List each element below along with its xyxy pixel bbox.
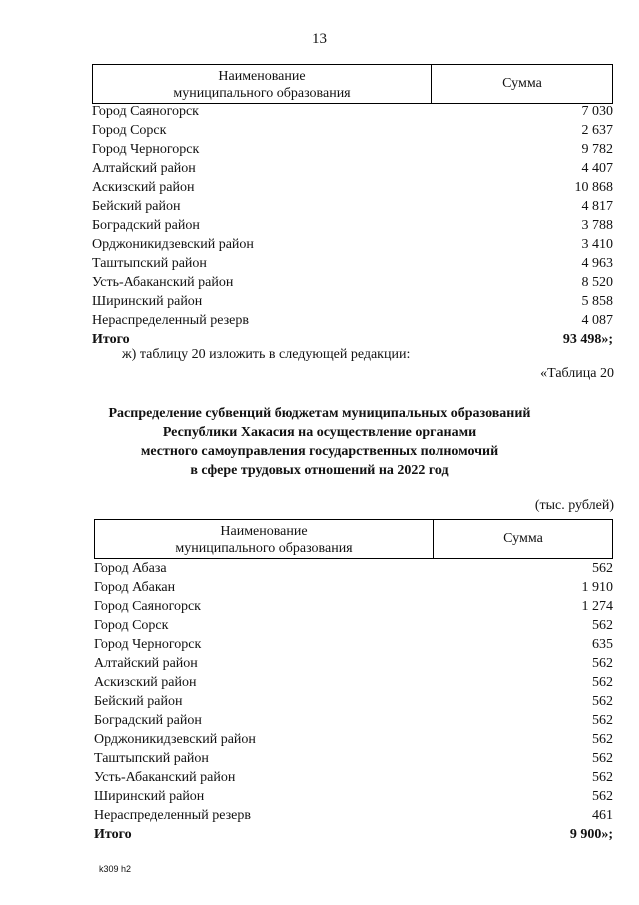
- row-value: 562: [592, 675, 613, 690]
- row-name: Ширинский район: [92, 294, 203, 309]
- table-row: [94, 806, 613, 825]
- table-row: [94, 711, 613, 730]
- table2-header-name-line2: муниципального образования: [175, 541, 353, 556]
- table1-body: [92, 102, 613, 349]
- total-label: Итого: [92, 332, 130, 347]
- table-row: [94, 787, 613, 806]
- table-row: [92, 197, 613, 216]
- total-value: 93 498»;: [562, 332, 613, 347]
- row-value: 562: [592, 713, 613, 728]
- row-name: Город Саяногорск: [92, 104, 199, 119]
- row-name: Орджоникидзевский район: [94, 732, 256, 747]
- row-value: 2 637: [581, 123, 613, 138]
- table2-body: [94, 559, 613, 844]
- table-label: «Таблица 20: [540, 366, 614, 381]
- table1-header-sum: Сумма: [502, 76, 542, 91]
- table-row: [94, 692, 613, 711]
- row-name: Аскизский район: [92, 180, 195, 195]
- units-label: (тыс. рублей): [534, 498, 614, 513]
- table2-header: [94, 519, 613, 559]
- table-row: [94, 578, 613, 597]
- table2-title: [0, 404, 639, 480]
- table1-header-name: [93, 68, 431, 102]
- table-row: [92, 159, 613, 178]
- table2-header-sum: Сумма: [503, 531, 543, 546]
- table-row: [92, 216, 613, 235]
- table-row: [94, 768, 613, 787]
- table-row: [94, 654, 613, 673]
- row-value: 562: [592, 751, 613, 766]
- row-value: 8 520: [581, 275, 613, 290]
- row-name: Боградский район: [92, 218, 200, 233]
- table-row: [92, 178, 613, 197]
- title-line-1: Распределение субвенций бюджетам муниципальных образований: [108, 406, 531, 421]
- table-row: [94, 749, 613, 768]
- row-name: Город Абакан: [94, 580, 176, 595]
- table-row: [92, 311, 613, 330]
- row-value: 4 087: [581, 313, 613, 328]
- row-value: 461: [592, 808, 613, 823]
- table-row: [92, 235, 613, 254]
- title-line-3: местного самоуправления государственных полномочий: [140, 444, 499, 459]
- row-name: Усть-Абаканский район: [94, 770, 236, 785]
- row-value: 562: [592, 694, 613, 709]
- table-row: [94, 673, 613, 692]
- instruction-text: ж) таблицу 20 изложить в следующей редакции:: [122, 347, 411, 362]
- table-row: [92, 254, 613, 273]
- table-row: [94, 635, 613, 654]
- row-value: 1 910: [581, 580, 613, 595]
- row-name: Город Сорск: [92, 123, 167, 138]
- table1-header-name-line2: муниципального образования: [173, 86, 351, 101]
- table2-header-name-line1: Наименование: [220, 524, 308, 539]
- row-name: Бейский район: [92, 199, 181, 214]
- row-name: Орджоникидзевский район: [92, 237, 254, 252]
- row-name: Аскизский район: [94, 675, 197, 690]
- title-line-2: Республики Хакасия на осуществление органами: [162, 425, 477, 440]
- row-name: Таштыпский район: [92, 256, 207, 271]
- row-value: 10 868: [574, 180, 613, 195]
- total-label: Итого: [94, 827, 132, 842]
- table-row: [92, 102, 613, 121]
- table2-header-name: [95, 523, 433, 557]
- title-line-4: в сфере трудовых отношений на 2022 год: [190, 463, 449, 478]
- row-name: Усть-Абаканский район: [92, 275, 234, 290]
- table-row: [94, 616, 613, 635]
- total-value: 9 900»;: [569, 827, 613, 842]
- row-value: 562: [592, 561, 613, 576]
- row-name: Город Черногорск: [94, 637, 202, 652]
- table-row: [94, 597, 613, 616]
- row-value: 562: [592, 732, 613, 747]
- total-row: [94, 825, 613, 844]
- table1-header-name-line1: Наименование: [218, 69, 306, 84]
- row-value: 4 407: [581, 161, 613, 176]
- row-value: 3 788: [581, 218, 613, 233]
- row-value: 9 782: [581, 142, 613, 157]
- row-value: 4 817: [581, 199, 613, 214]
- row-name: Город Саяногорск: [94, 599, 201, 614]
- row-name: Боградский район: [94, 713, 202, 728]
- row-name: Таштыпский район: [94, 751, 209, 766]
- table-row: [92, 140, 613, 159]
- row-name: Город Абаза: [94, 561, 167, 576]
- row-value: 5 858: [581, 294, 613, 309]
- row-value: 3 410: [581, 237, 613, 252]
- row-value: 4 963: [581, 256, 613, 271]
- row-name: Город Черногорск: [92, 142, 200, 157]
- row-value: 635: [592, 637, 613, 652]
- row-name: Город Сорск: [94, 618, 169, 633]
- row-name: Нераспределенный резерв: [94, 808, 251, 823]
- row-name: Нераспределенный резерв: [92, 313, 249, 328]
- page-number: 13: [312, 31, 327, 47]
- table-row: [92, 273, 613, 292]
- row-name: Алтайский район: [92, 161, 196, 176]
- row-value: 7 030: [581, 104, 613, 119]
- table1-header: [92, 64, 613, 104]
- table-row: [92, 292, 613, 311]
- row-name: Ширинский район: [94, 789, 205, 804]
- row-value: 562: [592, 618, 613, 633]
- row-value: 562: [592, 770, 613, 785]
- row-value: 1 274: [581, 599, 613, 614]
- footer-code: k309 h2: [99, 864, 132, 874]
- row-value: 562: [592, 789, 613, 804]
- row-name: Бейский район: [94, 694, 183, 709]
- table-row: [94, 730, 613, 749]
- row-name: Алтайский район: [94, 656, 198, 671]
- table-row: [92, 121, 613, 140]
- table-row: [94, 559, 613, 578]
- row-value: 562: [592, 656, 613, 671]
